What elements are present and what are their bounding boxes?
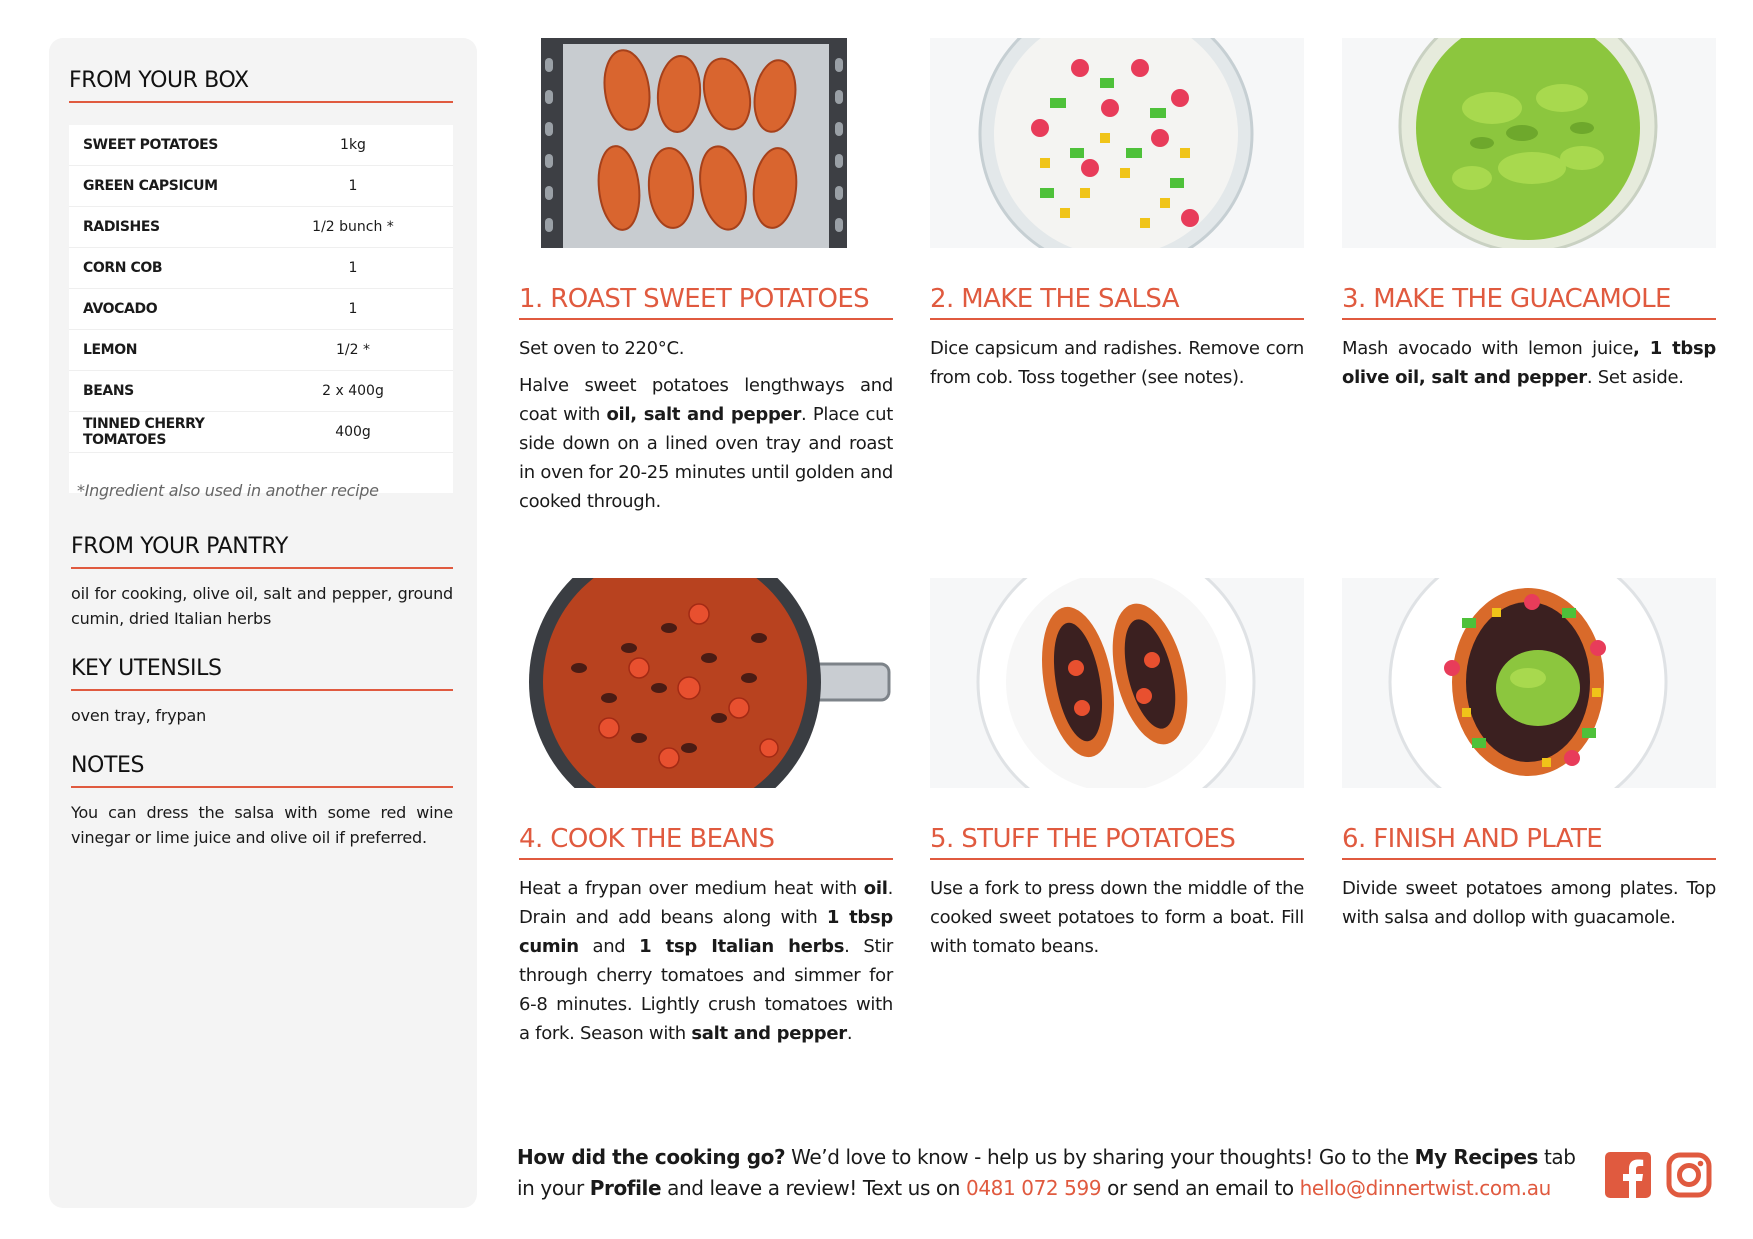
text-run: . <box>846 1023 853 1044</box>
ingredient-name: RADISHES <box>69 207 272 248</box>
ingredient-qty: 1/2 bunch * <box>272 207 453 248</box>
step-3-title: 3. MAKE THE GUACAMOLE <box>1342 284 1716 320</box>
notes-text: You can dress the salsa with some red wine vinegar or lime juice and olive oil if preferred. <box>71 803 453 847</box>
ingredient-qty: 1/2 * <box>272 330 453 371</box>
step-4-body <box>519 874 893 1048</box>
ingredients-table <box>69 125 453 493</box>
step-2-photo <box>930 38 1304 248</box>
ingredient-row <box>69 412 453 453</box>
step-4 <box>519 578 893 1048</box>
ingredient-footnote: *Ingredient also used in another recipe <box>77 481 379 500</box>
notes-section <box>71 753 453 850</box>
step-4-title: 4. COOK THE BEANS <box>519 824 893 860</box>
step-5-body <box>930 874 1304 961</box>
step-1-body <box>519 334 893 516</box>
step-6 <box>1342 578 1716 932</box>
step-3-photo <box>1342 38 1716 248</box>
ingredient-name: GREEN CAPSICUM <box>69 166 272 207</box>
text-run: and <box>578 936 640 957</box>
ingredient-name: SWEET POTATOES <box>69 125 272 166</box>
facebook-icon[interactable] <box>1605 1152 1651 1198</box>
ingredient-name: TINNED CHERRY TOMATOES <box>69 412 272 453</box>
step-1-photo <box>519 38 893 248</box>
from-your-pantry-title: FROM YOUR PANTRY <box>71 534 453 569</box>
pantry-text: oil for cooking, olive oil, salt and pepper, ground cumin, dried Italian herbs <box>71 584 453 628</box>
key-utensils-title: KEY UTENSILS <box>71 656 453 691</box>
text-run: . Stir through cherry tomatoes and simmer for 6-8 minutes. Lightly crush tomatoes with a fork. Season with <box>519 936 894 1044</box>
bold-text: salt and pepper <box>691 1023 847 1044</box>
feedback-text-1: We’d love to know - help us by sharing your thoughts! Go to the <box>785 1145 1415 1169</box>
ingredient-name: CORN COB <box>69 248 272 289</box>
ingredient-row <box>69 166 453 207</box>
step-5 <box>930 578 1304 961</box>
ingredient-row <box>69 248 453 289</box>
bold-text: 1 tbsp cumin <box>519 907 893 957</box>
text-run: Mash avocado with lemon juice <box>1342 338 1633 359</box>
step-4-photo <box>519 578 893 788</box>
step-5-text-1: Use a fork to press down the middle of the cooked sweet potatoes to form a boat. Fill with tomato beans. <box>930 878 1304 957</box>
bold-text: 1 tsp Italian herbs <box>639 936 845 957</box>
feedback-text-2: tab in your <box>517 1145 1576 1200</box>
bold-text: oil <box>863 878 888 899</box>
text-run: . Set aside. <box>1586 367 1684 388</box>
text-run: Heat a frypan over medium heat with <box>519 878 864 899</box>
step-1-text-1: Set oven to 220°C. <box>519 338 685 359</box>
step-2-title: 2. MAKE THE SALSA <box>930 284 1304 320</box>
ingredient-qty: 1 <box>272 166 453 207</box>
text-run: . Place cut side down on a lined oven tray and roast in oven for 20-25 minutes until golden and cooked through. <box>519 404 893 512</box>
step-1-title: 1. ROAST SWEET POTATOES <box>519 284 893 320</box>
ingredient-row <box>69 330 453 371</box>
instagram-icon[interactable] <box>1666 1152 1712 1198</box>
bold-text: , 1 tbsp olive oil, salt and pepper <box>1342 338 1716 388</box>
feedback-footer <box>517 1142 1577 1204</box>
ingredient-qty: 1kg <box>272 125 453 166</box>
ingredient-name: AVOCADO <box>69 289 272 330</box>
step-3-text-1 <box>1342 334 1716 392</box>
step-6-title: 6. FINISH AND PLATE <box>1342 824 1716 860</box>
ingredient-row <box>69 289 453 330</box>
utensils-section <box>71 656 453 728</box>
step-5-title: 5. STUFF THE POTATOES <box>930 824 1304 860</box>
pantry-section <box>71 534 453 631</box>
my-recipes-label: My Recipes <box>1414 1145 1538 1169</box>
step-3-body <box>1342 334 1716 392</box>
step-2-text-1: Dice capsicum and radishes. Remove corn from cob. Toss together (see notes). <box>930 338 1304 388</box>
step-1-text-2 <box>519 371 893 516</box>
profile-label: Profile <box>589 1176 662 1200</box>
ingredient-row <box>69 207 453 248</box>
feedback-question: How did the cooking go? <box>517 1145 786 1169</box>
ingredient-qty: 1 <box>272 289 453 330</box>
step-2 <box>930 38 1304 392</box>
from-your-box-title: FROM YOUR BOX <box>69 68 453 103</box>
ingredients-sidebar <box>49 38 477 1208</box>
feedback-text-4: or send an email to <box>1101 1176 1300 1200</box>
ingredient-qty: 1 <box>272 248 453 289</box>
step-4-text-1 <box>519 874 893 1048</box>
ingredient-qty: 400g <box>272 412 453 453</box>
step-2-body <box>930 334 1304 392</box>
notes-title: NOTES <box>71 753 453 788</box>
bold-text: oil, salt and pepper <box>606 404 802 425</box>
ingredient-name: BEANS <box>69 371 272 412</box>
step-6-text-1: Divide sweet potatoes among plates. Top with salsa and dollop with guacamole. <box>1342 878 1716 928</box>
text-run: . Drain and add beans along with <box>519 878 893 928</box>
ingredient-qty: 2 x 400g <box>272 371 453 412</box>
ingredient-row <box>69 371 453 412</box>
step-6-photo <box>1342 578 1716 788</box>
step-1 <box>519 38 893 516</box>
email-link[interactable]: hello@dinnertwist.com.au <box>1299 1176 1551 1200</box>
step-3 <box>1342 38 1716 392</box>
utensils-text: oven tray, frypan <box>71 706 207 725</box>
step-6-body <box>1342 874 1716 932</box>
step-5-photo <box>930 578 1304 788</box>
feedback-text-3: and leave a review! Text us on <box>661 1176 966 1200</box>
ingredient-row <box>69 125 453 166</box>
ingredient-name: LEMON <box>69 330 272 371</box>
text-run: Halve sweet potatoes lengthways and coat with <box>519 375 893 425</box>
phone-number[interactable]: 0481 072 599 <box>966 1176 1102 1200</box>
